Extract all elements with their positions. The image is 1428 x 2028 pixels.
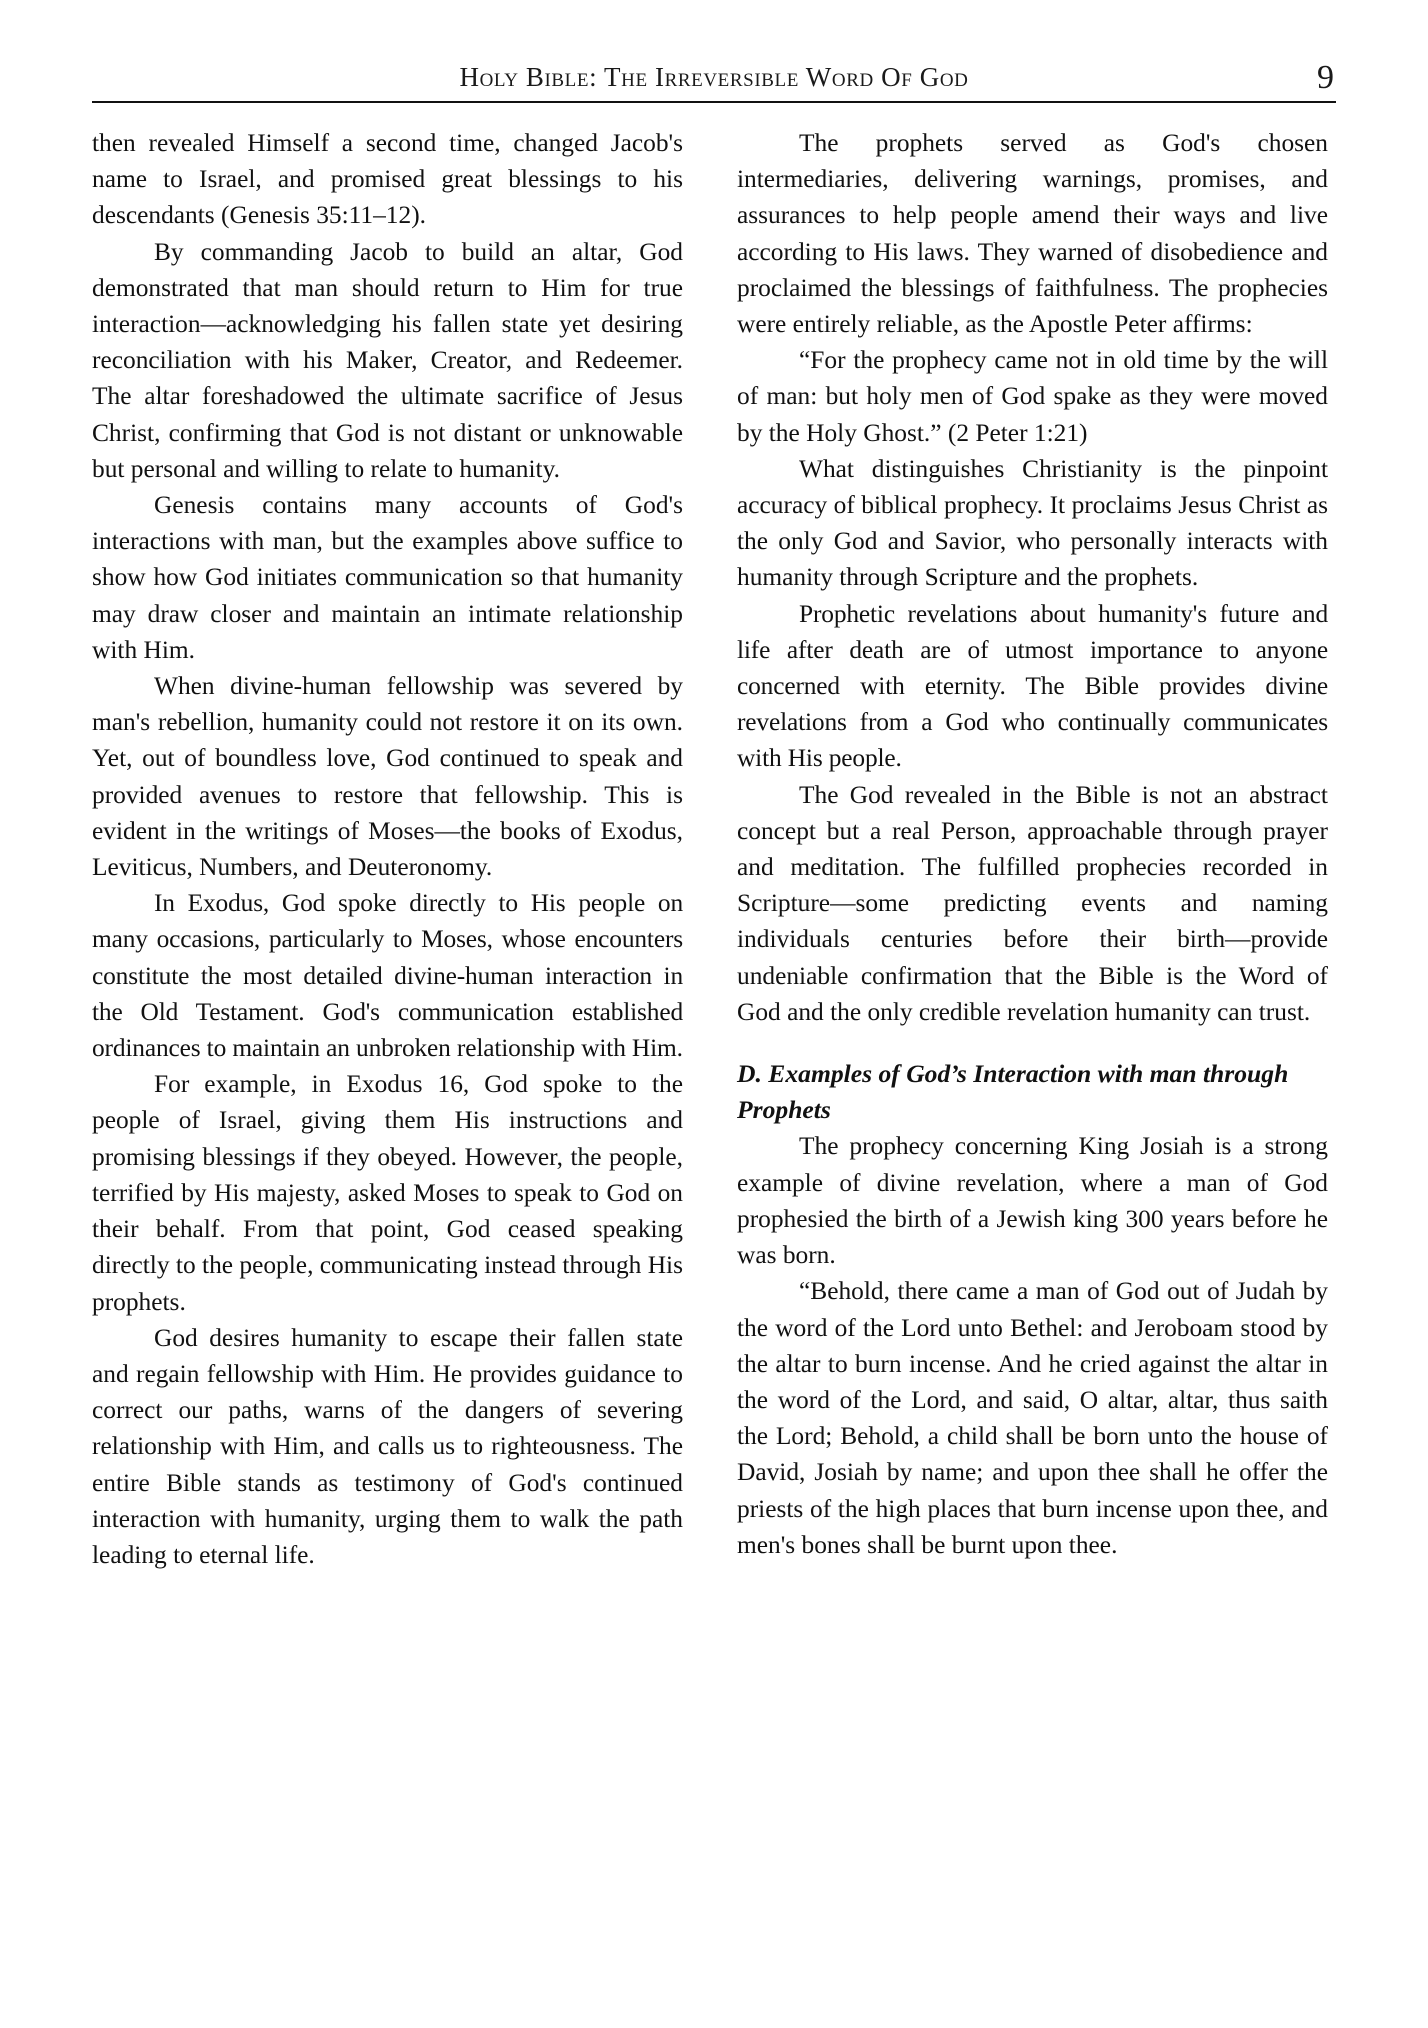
- paragraph: What distinguishes Christianity is the pinpoint accuracy of biblical prophecy. It proclaims Jesus Christ as the only God and Savior, who personally interacts with humanity through Scripture and the prophets.: [737, 454, 1328, 592]
- paragraph: God desires humanity to escape their fallen state and regain fellowship with Him. He provides guidance to correct our paths, warns of the dangers of severing relationship with Him, and calls us to righteousness. The entire Bible stands as testimony of God's continued interaction with humanity, urging them to walk the path leading to eternal life.: [92, 1323, 683, 1569]
- paragraph: In Exodus, God spoke directly to His people on many occasions, particularly to Moses, whose encounters constitute the most detailed divine-human interaction in the Old Testament. God's communication established ordinances to maintain an unbroken relationship with Him.: [92, 889, 683, 1063]
- page-header: [92, 59, 1336, 101]
- paragraph: By commanding Jacob to build an altar, God demonstrated that man should return to Him for true interaction—acknowledging his fallen state yet desiring reconciliation with his Maker, Creator, and Redeemer. The altar foreshadowed the ultimate sacrifice of Jesus Christ, confirming that God is not distant or unknowable but personal and willing to relate to humanity.: [92, 237, 683, 483]
- paragraph: Prophetic revelations about humanity's future and life after death are of utmost importance to anyone concerned with eternity. The Bible provides divine revelations from a God who continually communicates with His people.: [737, 599, 1328, 773]
- paragraph: The prophecy concerning King Josiah is a strong example of divine revelation, where a man of God prophesied the birth of a Jewish king 300 years before he was born.: [737, 1132, 1328, 1270]
- running-title: Holy Bible: The Irreversible Word Of God: [459, 62, 969, 92]
- paragraph: Genesis contains many accounts of God's interactions with man, but the examples above suffice to show how God initiates communication so that humanity may draw closer and maintain an intimate relationship with Him.: [92, 491, 683, 664]
- body-columns: [92, 125, 1336, 1573]
- section-heading: D. Examples of God’s Interaction with man through Prophets: [737, 1059, 1289, 1125]
- page-number: 9: [1317, 59, 1334, 96]
- paragraph: “For the prophecy came not in old time by the will of man: but holy men of God spake as they were moved by the Holy Ghost.” (2 Peter 1:21): [737, 346, 1328, 447]
- paragraph: “Behold, there came a man of God out of Judah by the word of the Lord unto Bethel: and Jeroboam stood by the altar to burn incense. And he cried against the altar in the word of the Lord, and said, O altar, altar, thus saith the Lord; Behold, a child shall be born unto the house of David, Josiah by name; and upon thee shall he offer the priests of the high places that burn incense upon thee, and men's bones shall be burnt upon thee.: [737, 1277, 1328, 1559]
- header-divider: [92, 101, 1336, 103]
- paragraph: When divine-human fellowship was severed by man's rebellion, humanity could not restore it on its own. Yet, out of boundless love, God continued to speak and provided avenues to restore that fellowship. This is evident in the writings of Moses—the books of Exodus, Leviticus, Numbers, and Deuteronomy.: [92, 672, 683, 882]
- paragraph: For example, in Exodus 16, God spoke to the people of Israel, giving them His instructions and promising blessings if they obeyed. However, the people, terrified by His majesty, asked Moses to speak to God on their behalf. From that point, God ceased speaking directly to the people, communicating instead through His prophets.: [92, 1070, 683, 1316]
- paragraph: The God revealed in the Bible is not an abstract concept but a real Person, approachable through prayer and meditation. The fulfilled prophecies recorded in Scripture—some predicting events and naming individuals centuries before their birth—provide undeniable confirmation that the Bible is the Word of God and the only credible revelation humanity can trust.: [737, 780, 1328, 1026]
- left-column: [92, 125, 683, 1573]
- paragraph: then revealed Himself a second time, changed Jacob's name to Israel, and promised great blessings to his descendants (Genesis 35:11–12).: [92, 129, 683, 230]
- right-column: [737, 125, 1328, 1563]
- paragraph: The prophets served as God's chosen intermediaries, delivering warnings, promises, and assurances to help people amend their ways and live according to His laws. They warned of disobedience and proclaimed the blessings of faithfulness. The prophecies were entirely reliable, as the Apostle Peter affirms:: [737, 129, 1328, 339]
